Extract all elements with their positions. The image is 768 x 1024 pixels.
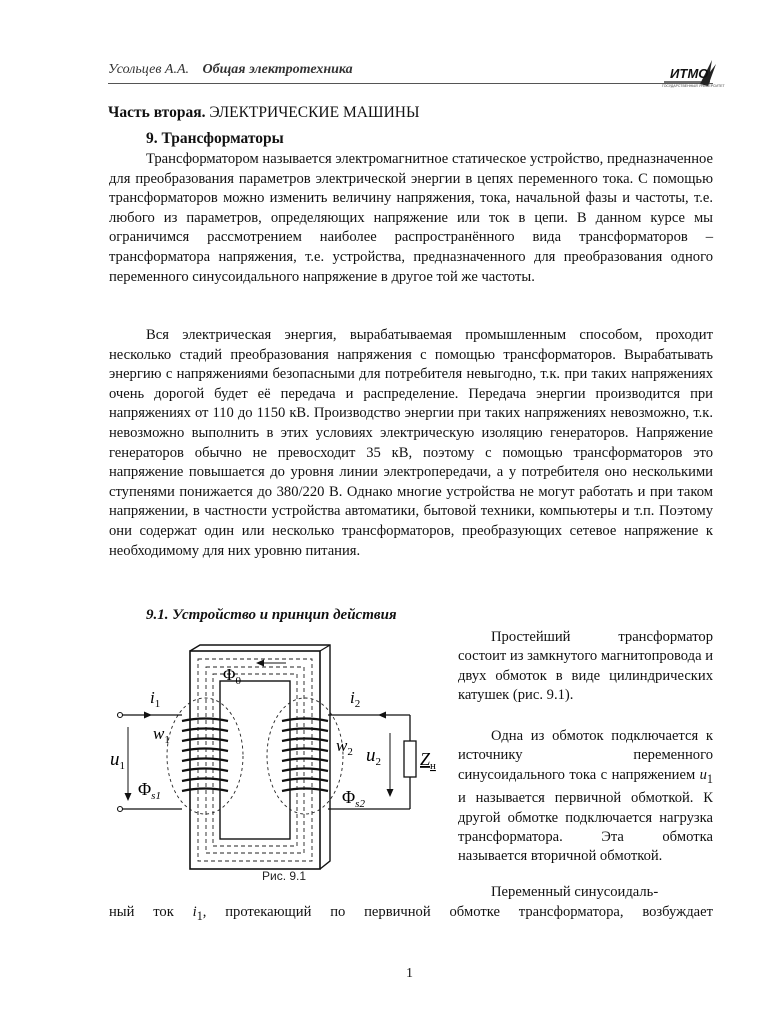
label-phis2: $\Phi_{s2}$ [342,787,365,810]
book-title: Общая электротехника [202,62,353,77]
university-logo [660,58,725,92]
core-outer [190,651,320,869]
core-depth [190,645,330,869]
flux-arrow [256,660,264,667]
u2-arrow [387,789,394,797]
label-phi0: $\Phi_0$ [223,665,241,687]
label-w1: $w_1$ [153,724,170,746]
right-paragraph-2: Одна из обмоток подключается к источнику переменного синусоидального тока с напряжением $u_1$ и называется первичной обмоткой. К другой обмотке подключается нагрузка трансформатора. Эта обмотка называется вторичной обмоткой. [458,728,713,865]
load-resistor [404,741,416,777]
figure-caption: Рис. 9.1 [262,869,307,883]
part-prefix: Часть вторая. [108,104,206,121]
var-i1: i [192,904,197,920]
var-i1-sub: 1 [196,908,203,923]
label-phis1: $\Phi_{s1}$ [138,779,161,802]
label-zn: $Z_н$ [420,749,436,772]
page-number: 1 [406,966,413,981]
page-header [108,58,725,88]
bottom-line: ный ток $i_1$, протекающий по первичной обмотке трансформатора, возбуждает [109,904,713,923]
i2-arrow [378,712,386,719]
running-head [108,62,353,78]
i1-arrow [144,712,152,719]
part-caps: ЭЛЕКТРИЧЕСКИЕ МАШИНЫ [209,104,420,121]
paragraph-2: Вся электрическая энергия, вырабатываемая промышленным способом, проходит несколько стадий преобразования напряжения с помощью трансформаторов. Вырабатывать энергию с напряжениями безопасными для потребителя невыгодно, т.к. при таких напряжениях очень дорогой будет её передача и распределение. Передача энергии производится при напряжениях от 110 до 1150 кВ. Производство энергии при таких напряжениях невозможно, т.к. невозможно выполнить в этих условиях электрическую изоляцию генераторов. Напряжение генераторов обычно не превосходит 35 кВ, поэтому с помощью трансформаторов это напряжение повышается до уровня линии электропередачи, а у потребителя оно несколькими ступенями понижается до 380/220 В. Однако многие устройства не могут работать и при таком напряжении, в частности устройства автоматики, бытовой техники, компьютеры и т.п. Поэтому они содержат один или несколько трансформаторов, преобразующих сетевое напряжение к необходимому для них уровню питания. [109,327,713,559]
logo-text: ИТМО [670,66,709,81]
section-title: 9. Трансформаторы [146,130,284,147]
logo-subtitle: ГОСУДАРСТВЕННЫЙ УНИВЕРСИТЕТ [662,84,725,88]
var-u1: u [699,766,707,783]
header-rule [108,83,713,84]
right-paragraph-3: Переменный синусоидаль- [491,884,659,900]
paragraph-1: Трансформатором называется электромагнитное статическое устройство, предназначенное для преобразования параметров электрической энергии в цепях переменного тока. С помощью трансформаторов можно изменить величину напряжения, тока, начальной фазы и частоты, т.е. любого из параметров, определяющих напряжение или ток в цепи. В данном курсе мы ограничимся рассмотрением наиболее распространённого вида трансформаторов – трансформатора напряжения, т.е. устройства, предназначенного для преобразования одного переменного синусоидального напряжение в другое той же частоты. [109,151,713,285]
subsection-title: 9.1. Устройство и принцип действия [146,607,397,623]
label-u2: $u_2$ [366,745,381,768]
right-paragraph-1: Простейший трансформатор состоит из замкнутого магнитопровода и двух обмоток в виде цилиндрических катушек (рис. 9.1). [458,629,714,704]
core-window [220,681,290,839]
terminal-1 [118,713,123,718]
label-w2: $w_2$ [336,736,353,758]
primary-winding [182,719,228,792]
transformer-diagram [110,643,440,883]
u1-arrow [125,793,132,801]
part-title [108,104,419,122]
var-u1-sub: 1 [706,771,713,786]
label-i1: $i_1$ [150,688,161,710]
label-u1: $u_1$ [110,749,125,772]
secondary-winding [282,719,328,792]
transformer-figure [110,643,440,883]
label-i2: $i_2$ [350,688,361,710]
terminal-2 [118,807,123,812]
author-name: Усольцев А.А. [108,62,189,77]
